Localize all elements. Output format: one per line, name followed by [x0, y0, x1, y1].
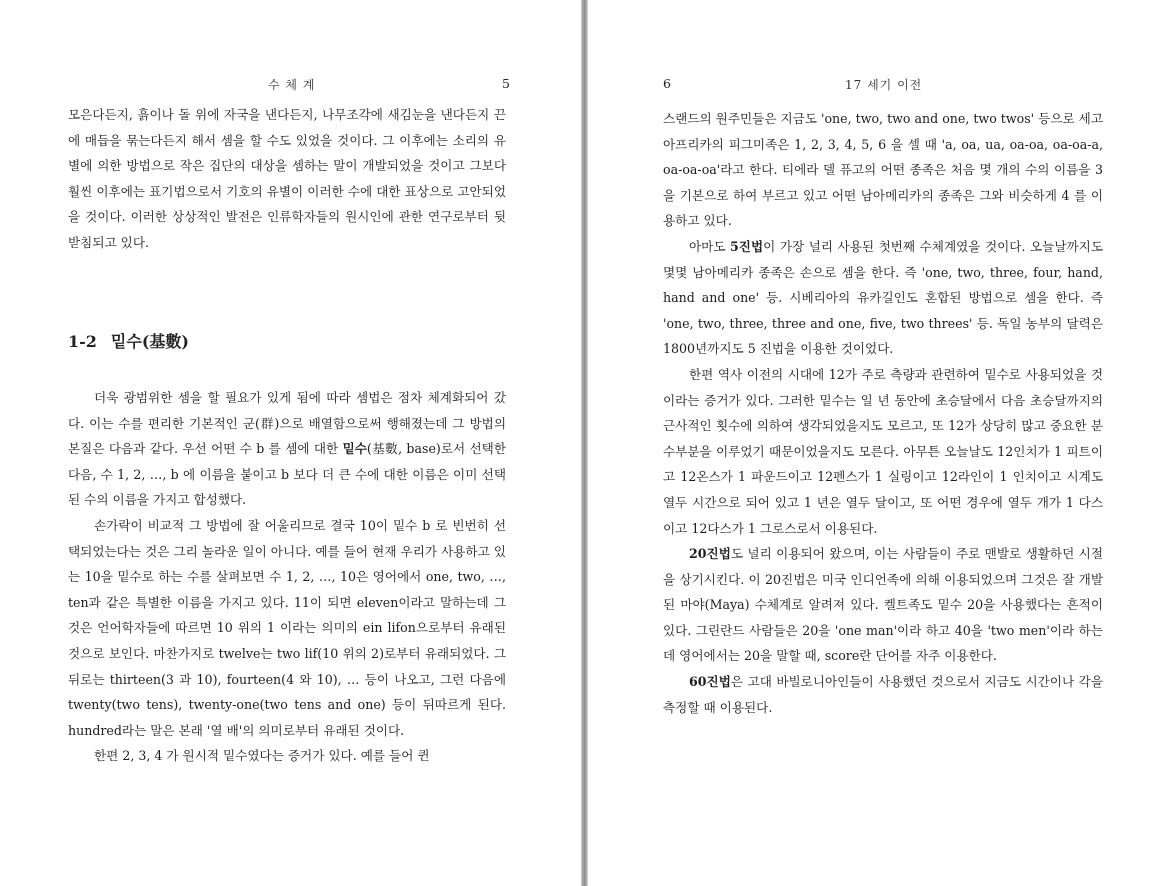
right-running-head: 17 세기 이전 [845, 78, 923, 92]
right-body-text [663, 106, 1103, 720]
section-title: 밑수(基數) [110, 332, 189, 351]
book-gutter [581, 0, 588, 886]
base-20-term-bold: 20진법 [689, 546, 731, 562]
left-paragraph-4: 한편 2, 3, 4 가 원시적 밑수였다는 증거가 있다. 예를 들어 퀸 [94, 748, 430, 764]
left-running-head: 수 체 계 [268, 78, 316, 92]
left-intro-text [68, 102, 506, 256]
right-page-number: 6 [663, 76, 671, 91]
right-paragraph-3: 한편 역사 이전의 시대에 12가 주로 측량과 관련하여 밑수로 사용되었을 것이라는 증거가 있다. 그러한 밑수는 일 년 동안에 초승달에서 다음 초승달까지의 근사적인 횟수에 의하여 생각되었을지도 모르고, 또 12가 상당히 많고 중요한 분수부분을 이루었기 때문이었을지도 모른다. 아무튼 오늘날도 12인치가 1 피트이고 12온스가 1 파운드이고 12펜스가 1 실링이고 12라인이 1 인치이고 시계도 열두 시간으로 되어 있고 1 년은 열두 달이고, 또 어떤 경우에 열두 개가 1 다스이고 12다스가 1 그로스로서 이용된다. [663, 366, 1103, 536]
section-number: 1-2 [68, 332, 97, 351]
right-paragraph-2-end: 이 가장 널리 사용된 첫번째 수체계였을 것이다. 오늘날까지도 몇몇 남아메리카 종족은 손으로 셈을 한다. 즉 'one, two, three, four, hand, hand and one' 등. 시베리아의 유카길인도 혼합된 방법으로 셈을 한다. 즉 'one, two, three, three and one, five, two threes' 등. 독일 농부의 달력은 1800년까지도 5 진법을 이용한 것이었다. [663, 238, 1103, 357]
left-paragraph-2 [68, 385, 506, 513]
right-paragraph-4 [663, 541, 1103, 669]
right-paragraph-5 [663, 669, 1103, 720]
right-paragraph-1: 스랜드의 원주민들은 지금도 'one, two, two and one, two twos' 등으로 세고 아프리카의 피그미족은 1, 2, 3, 4, 5, 6 을 셀 때 'a, oa, ua, oa-oa, oa-oa-a, oa-oa-oa'라고 한다. 티에라 델 퓨고의 어떤 종족은 처음 몇 개의 수의 이름을 3 을 기본으로 하여 부르고 있고 어떤 남아메리카의 종족은 그와 비슷하게 4 를 이용하고 있다. [663, 111, 1103, 229]
left-body-text [68, 385, 506, 769]
right-paragraph-5-end: 은 고대 바빌로니아인들이 사용했던 것으로서 지금도 시간이나 각을 측정할 때 이용된다. [663, 674, 1103, 715]
left-paragraph-3: 손가락이 비교적 그 방법에 잘 어울리므로 결국 10이 밑수 b 로 빈번히 선택되었는다는 것은 그리 놀라운 일이 아니다. 예를 들어 현재 우리가 사용하고 있는 10을 밑수로 하는 수를 살펴보면 수 1, 2, …, 10은 영어에서 one, two, …, ten과 같은 특별한 이름을 가지고 있다. 11이 되면 eleven이라고 말하는데 그것은 언어학자들에 따르면 10 위의 1 이라는 의미의 ein lifon으로부터 유래된 것으로 보인다. 마찬가지로 twelve는 two lif(10 위의 2)로부터 유래되었다. 그 뒤로는 thirteen(3 과 10), fourteen(4 와 10), … 등이 나오고, 그런 다음에 twenty(two tens), twenty-one(two tens and one) 등이 뒤따르게 된다. hundred라는 말은 본래 '열 배'의 의미로부터 유래된 것이다. [68, 517, 506, 738]
base-60-term-bold: 60진법 [689, 674, 731, 690]
left-paragraph-1: 모은다든지, 흙이나 돌 위에 자국을 낸다든지, 나무조각에 새김눈을 낸다든지 끈에 매듭을 묶는다든지 해서 셈을 할 수도 있었을 것이다. 그 이후에는 소리의 유별에 의한 방법으로 작은 집단의 대상을 셈하는 말이 개발되었을 것이고 그보다 훨씬 이후에는 표기법으로서 기호의 유별이 이러한 수에 대한 표상으로 고안되었을 것이다. 이러한 상상적인 발전은 인류학자들의 원시인에 관한 연구로부터 뒷받침되고 있다. [68, 107, 506, 250]
right-paragraph-2-start: 아마도 [689, 238, 731, 254]
right-paragraph-4-end: 도 널리 이용되어 왔으며, 이는 사람들이 주로 맨발로 생활하던 시절을 상기시킨다. 이 20진법은 미국 인디언족에 의해 이용되었으며 그것은 잘 개발된 마야(Maya) 수체계로 알려져 있다. 켈트족도 밑수 20을 사용했다는 흔적이 있다. 그린란드 사람들은 20을 'one man'이라 하고 40을 'two men'이라 하는데 영어에서는 20을 말할 때, score란 단어를 자주 이용한다. [663, 546, 1103, 664]
left-paragraph-2-end: (基數, base)로서 선택한 다음, 수 1, 2, …, b 에 이름을 붙이고 b 보다 더 큰 수에 대한 이름은 이미 선택된 수의 이름을 가지고 합성했다. [68, 441, 507, 508]
left-paragraph-2-start: 더욱 광범위한 셈을 할 필요가 있게 됨에 따라 셈법은 점차 체계화되어 갔다. 이는 수를 편리한 기본적인 군(群)으로 배열함으로써 행해졌는데 그 방법의 본질은 다음과 같다. 우선 어떤 수 b 를 셈에 대한 [68, 390, 506, 457]
base-5-term-bold: 5진법 [730, 238, 764, 254]
base-term-bold: 밑수 [342, 441, 367, 457]
left-page-number: 5 [502, 76, 510, 91]
right-paragraph-2 [663, 234, 1103, 362]
section-heading [68, 329, 189, 352]
